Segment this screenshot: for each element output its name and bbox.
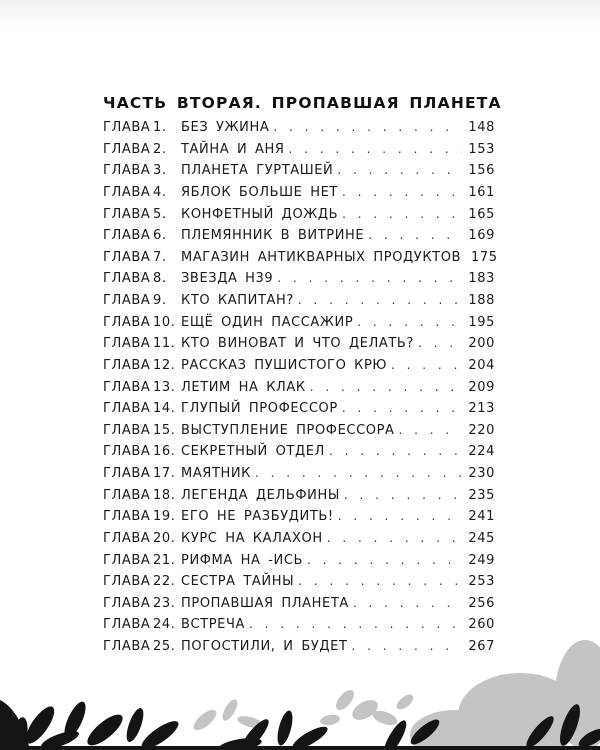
chapter-number: 14. — [153, 401, 176, 417]
chapter-title: ЗВЕЗДА Н39 — [181, 271, 274, 287]
chapter-word: ГЛАВА — [103, 184, 151, 200]
page-number: 260 — [468, 617, 495, 633]
chapter-title: ВСТРЕЧА — [181, 617, 245, 633]
chapter-title: РАССКАЗ ПУШИСТОГО КРЮ — [181, 357, 388, 373]
dot-leader — [289, 142, 463, 156]
chapter-title: ПРОПАВШАЯ ПЛАНЕТА — [181, 595, 349, 611]
page-number: 188 — [468, 293, 495, 308]
chapter-word: ГЛАВА — [103, 141, 151, 157]
toc-entry — [103, 315, 495, 337]
page-number: 183 — [468, 271, 495, 287]
chapter-number: 11. — [153, 336, 176, 352]
chapter-word: ГЛАВА — [103, 228, 151, 244]
page-number: 153 — [468, 141, 495, 157]
dot-leader — [273, 120, 462, 134]
chapter-word: ГЛАВА — [103, 444, 151, 460]
chapter-number: 9. — [153, 293, 167, 308]
dot-leader — [353, 596, 463, 610]
page-number: 267 — [468, 639, 495, 654]
chapter-word: ГЛАВА — [103, 163, 151, 179]
page-number: 249 — [468, 552, 495, 568]
dot-leader — [418, 336, 462, 350]
toc-entry — [103, 553, 495, 575]
chapter-word: ГЛАВА — [103, 530, 151, 546]
chapter-number: 2. — [153, 141, 167, 157]
toc-entry — [103, 574, 495, 596]
dot-leader — [255, 466, 462, 480]
chapter-word: ГЛАВА — [103, 357, 151, 373]
chapter-number: 13. — [153, 379, 176, 395]
chapter-title: СЕСТРА ТАЙНЫ — [181, 574, 295, 590]
chapter-word: ГЛАВА — [103, 293, 151, 308]
chapter-number: 5. — [153, 206, 167, 222]
page-number: 148 — [468, 120, 495, 135]
toc-entry — [103, 423, 495, 445]
page-number: 253 — [468, 574, 495, 590]
chapter-number: 4. — [153, 184, 167, 200]
chapter-number: 24. — [153, 617, 176, 633]
dot-leader — [342, 207, 462, 221]
chapter-number: 22. — [153, 574, 176, 590]
chapter-title: ТАЙНА И АНЯ — [181, 141, 285, 157]
toc-entry — [103, 509, 495, 531]
toc-entry — [103, 401, 495, 423]
page-number: 156 — [468, 163, 495, 179]
part-title: ЧАСТЬ ВТОРАЯ. ПРОПАВШАЯ ПЛАНЕТА — [103, 94, 502, 112]
chapter-title: КТО КАПИТАН? — [181, 293, 294, 308]
dot-leader — [391, 358, 462, 372]
page-number: 195 — [468, 314, 495, 330]
page-number: 169 — [468, 228, 495, 244]
chapter-word: ГЛАВА — [103, 206, 151, 222]
table-of-contents — [103, 94, 502, 661]
chapter-number: 3. — [153, 163, 167, 179]
page-number: 175 — [471, 249, 498, 265]
chapter-word: ГЛАВА — [103, 617, 151, 633]
page-number: 204 — [468, 357, 495, 373]
dot-leader — [344, 488, 462, 502]
toc-entry — [103, 185, 495, 207]
chapter-word: ГЛАВА — [103, 314, 151, 330]
dot-leader — [399, 423, 463, 437]
chapter-number: 21. — [153, 552, 176, 568]
chapter-word: ГЛАВА — [103, 466, 151, 481]
toc-entry — [103, 249, 498, 272]
chapter-word: ГЛАВА — [103, 379, 151, 395]
chapter-word: ГЛАВА — [103, 249, 151, 265]
page-number: 213 — [468, 401, 495, 417]
toc-entry — [103, 617, 495, 639]
chapter-number: 1. — [153, 120, 167, 135]
chapter-word: ГЛАВА — [103, 487, 151, 503]
toc-entry — [103, 293, 495, 315]
page-number: 200 — [468, 336, 495, 352]
chapter-word: ГЛАВА — [103, 120, 151, 135]
chapter-number: 19. — [153, 509, 176, 525]
page-number: 165 — [468, 206, 495, 222]
dot-leader — [327, 531, 463, 545]
toc-entry — [103, 163, 495, 185]
chapter-word: ГЛАВА — [103, 639, 151, 654]
chapter-title: БЕЗ УЖИНА — [181, 120, 270, 135]
toc-entry — [103, 358, 495, 380]
page-number: 230 — [468, 466, 495, 481]
dot-leader — [368, 228, 462, 242]
dot-leader — [298, 574, 462, 588]
chapter-title: ПОГОСТИЛИ, И БУДЕТ — [181, 639, 348, 654]
toc-entry — [103, 466, 495, 488]
toc-entry — [103, 531, 495, 553]
chapter-word: ГЛАВА — [103, 552, 151, 568]
dot-leader — [277, 271, 462, 285]
page-number: 224 — [468, 444, 495, 460]
toc-entry — [103, 228, 495, 250]
dot-leader — [337, 163, 462, 177]
page-number: 241 — [468, 509, 495, 525]
chapter-number: 16. — [153, 444, 176, 460]
dot-leader — [329, 444, 462, 458]
chapter-title: ГЛУПЫЙ ПРОФЕССОР — [181, 401, 338, 417]
chapter-title: КУРС НА КАЛАХОН — [181, 530, 323, 546]
chapter-title: ЛЕГЕНДА ДЕЛЬФИНЫ — [181, 487, 340, 503]
page-top-shade — [0, 0, 600, 30]
chapter-title: СЕКРЕТНЫЙ ОТДЕЛ — [181, 444, 325, 460]
chapter-title: РИФМА НА -ИСЬ — [181, 552, 304, 568]
toc-entry — [103, 271, 495, 293]
chapter-word: ГЛАВА — [103, 509, 151, 525]
chapter-word: ГЛАВА — [103, 422, 151, 438]
dot-leader — [310, 380, 463, 394]
page-number: 161 — [468, 184, 495, 200]
chapter-title: ЯБЛОК БОЛЬШЕ НЕТ — [181, 184, 338, 200]
dot-leader — [249, 617, 462, 631]
chapter-number: 8. — [153, 271, 167, 287]
chapter-list — [103, 120, 498, 661]
chapter-number: 25. — [153, 639, 176, 654]
toc-entry — [103, 207, 495, 229]
toc-entry — [103, 444, 495, 466]
chapter-number: 12. — [153, 357, 176, 373]
dot-leader — [298, 293, 463, 307]
toc-entry — [103, 120, 495, 142]
dot-leader — [357, 315, 462, 329]
chapter-title: ЛЕТИМ НА КЛАК — [181, 379, 306, 395]
chapter-number: 7. — [153, 249, 167, 265]
chapter-word: ГЛАВА — [103, 595, 151, 611]
page-number: 209 — [468, 379, 495, 395]
dot-leader — [338, 509, 463, 523]
dot-leader — [307, 553, 462, 567]
chapter-title: МАГАЗИН АНТИКВАРНЫХ ПРОДУКТОВ — [181, 249, 462, 265]
page-number: 256 — [468, 595, 495, 611]
chapter-number: 18. — [153, 487, 176, 503]
chapter-number: 6. — [153, 228, 167, 244]
chapter-number: 15. — [153, 422, 176, 438]
chapter-word: ГЛАВА — [103, 401, 151, 417]
chapter-title: ПЛЕМЯННИК В ВИТРИНЕ — [181, 228, 365, 244]
dot-leader — [342, 401, 463, 415]
chapter-number: 20. — [153, 530, 176, 546]
foliage-illustration — [0, 640, 600, 750]
page-number: 220 — [468, 422, 495, 438]
chapter-title: КОНФЕТНЫЙ ДОЖДЬ — [181, 206, 339, 222]
toc-entry — [103, 380, 495, 402]
chapter-title: КТО ВИНОВАТ И ЧТО ДЕЛАТЬ? — [181, 336, 414, 352]
chapter-number: 23. — [153, 595, 176, 611]
chapter-word: ГЛАВА — [103, 271, 151, 287]
chapter-title: ВЫСТУПЛЕНИЕ ПРОФЕССОРА — [181, 422, 395, 438]
toc-entry — [103, 142, 495, 164]
dot-leader — [342, 185, 462, 199]
chapter-number: 17. — [153, 466, 176, 481]
chapter-word: ГЛАВА — [103, 336, 151, 352]
toc-entry — [103, 336, 495, 358]
chapter-word: ГЛАВА — [103, 574, 151, 590]
page-number: 235 — [468, 487, 495, 503]
chapter-title: МАЯТНИК — [181, 466, 252, 481]
chapter-title: ПЛАНЕТА ГУРТАШЕЙ — [181, 163, 334, 179]
toc-entry — [103, 488, 495, 510]
page-number: 245 — [468, 530, 495, 546]
chapter-title: ЕГО НЕ РАЗБУДИТЬ! — [181, 509, 334, 525]
chapter-number: 10. — [153, 314, 176, 330]
toc-entry — [103, 596, 495, 618]
chapter-title: ЕЩЁ ОДИН ПАССАЖИР — [181, 314, 354, 330]
